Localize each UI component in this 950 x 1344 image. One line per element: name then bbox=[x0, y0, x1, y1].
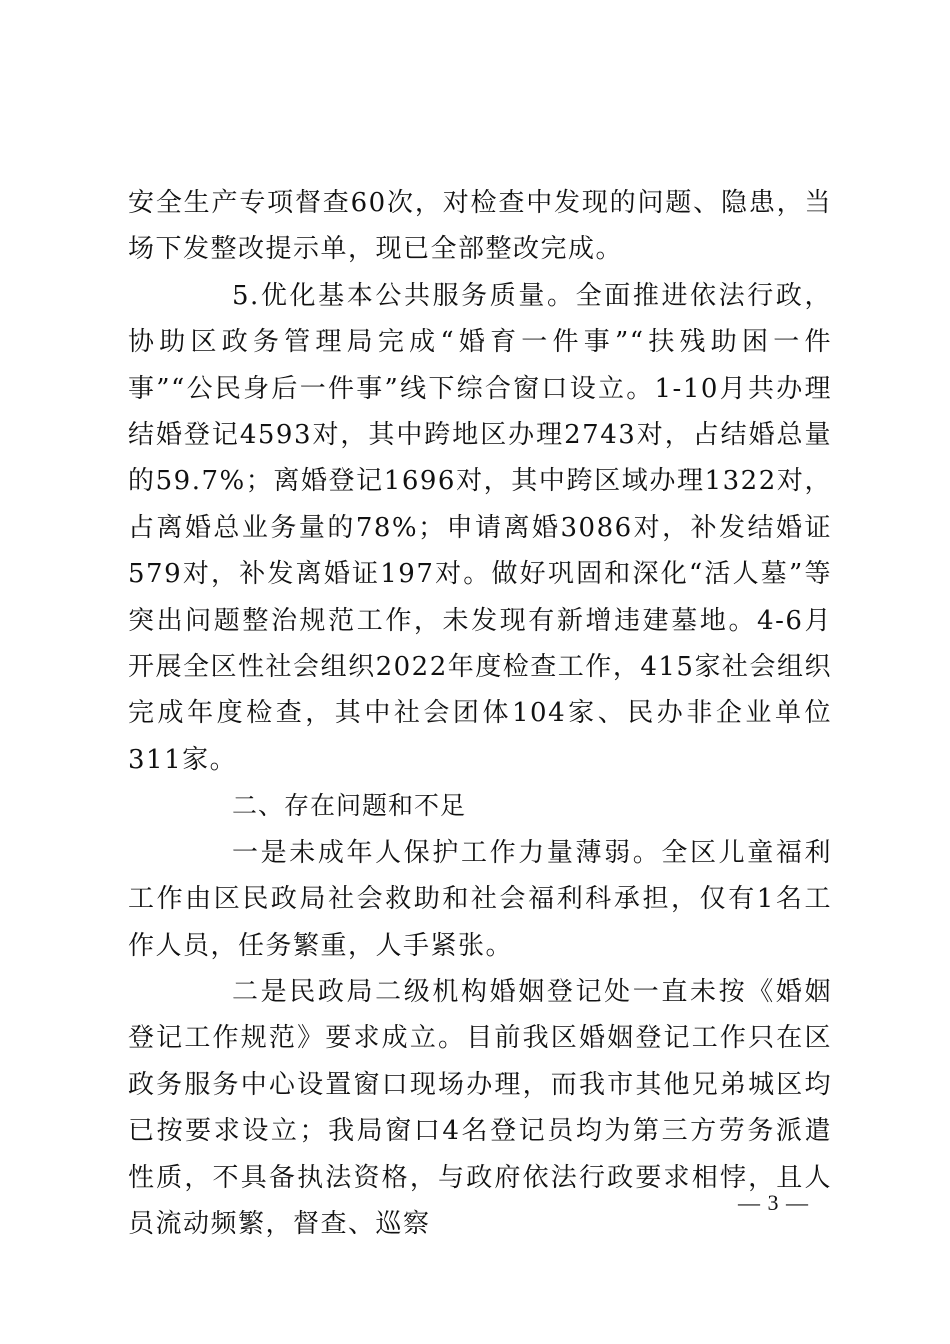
paragraph-marriage-registration: 二是民政局二级机构婚姻登记处一直未按《婚姻登记工作规范》要求成立。目前我区婚姻登记工作只在区政务服务中心设置窗口现场办理，而我市其他兄弟城区均已按要求设立；我局窗口4名登记员均为第三方劳务派遣性质，不具备执法资格，与政府依法行政要求相悖，且人员流动频繁，督查、巡察 bbox=[128, 976, 832, 1239]
paragraph-minor-protection: 一是未成年人保护工作力量薄弱。全区儿童福利工作由区民政局社会救助和社会福利科承担，仅有1名工作人员，任务繁重，人手紧张。 bbox=[128, 837, 832, 961]
paragraph-public-service-quality: 5.优化基本公共服务质量。全面推进依法行政，协助区政务管理局完成“婚育一件事”“扶残助困一件事”“公民身后一件事”线下综合窗口设立。1-10月共办理结婚登记4593对，其中跨地区办理2743对，占结婚总量的59.7%；离婚登记1696对，其中跨区域办理1322对，占离婚总业务量的78%；申请离婚3086对，补发结婚证579对，补发离婚证197对。做好巩固和深化“活人墓”等突出问题整治规范工作，未发现有新增违建墓地。4-6月开展全区性社会组织2022年度检查工作，415家社会组织完成年度检查，其中社会团体104家、民办非企业单位311家。 bbox=[128, 280, 832, 775]
document-body bbox=[128, 180, 832, 1247]
section-heading-problems: 二、存在问题和不足 bbox=[232, 791, 467, 821]
page-number: — 3 — bbox=[738, 1190, 809, 1215]
paragraph-continuation-safety-inspection: 安全生产专项督查60次，对检查中发现的问题、隐患，当场下发整改提示单，现已全部整改完成。 bbox=[128, 188, 832, 265]
